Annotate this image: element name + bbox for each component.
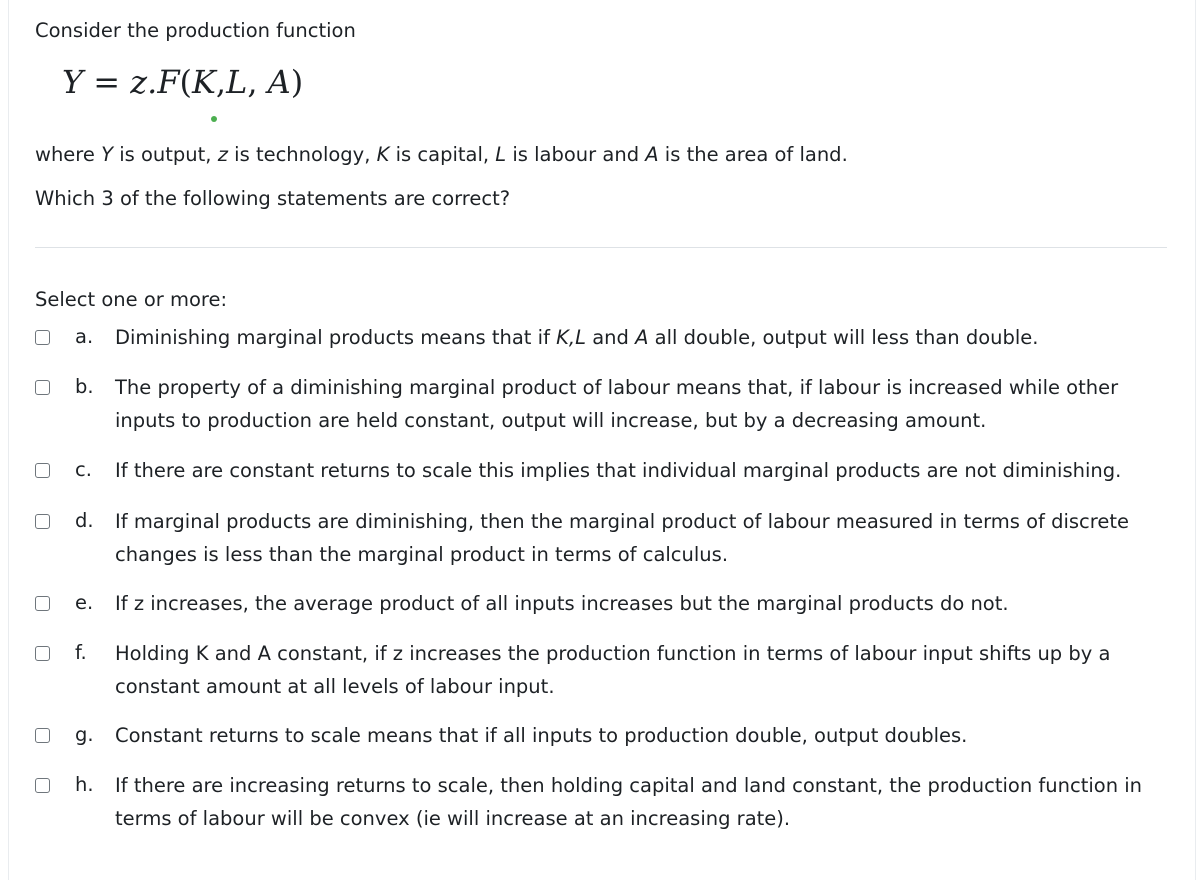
option-letter: d. [75, 509, 94, 532]
checkbox-h[interactable] [35, 778, 50, 793]
production-function-formula: Y = z.F(K,L, A) [62, 63, 304, 101]
option-text: If there are constant returns to scale this implies that individual marginal products are not diminishing. [115, 459, 1122, 482]
option-letter: h. [75, 773, 94, 796]
checkbox-a[interactable] [35, 330, 50, 345]
question-definitions: where Y is output, z is technology, K is capital, L is labour and A is the area of land. [35, 143, 848, 166]
option-text: If z increases, the average product of all inputs increases but the marginal products do not. [115, 592, 1009, 615]
checkbox-e[interactable] [35, 596, 50, 611]
option-letter: c. [75, 458, 92, 481]
option-text: Constant returns to scale means that if all inputs to production double, output doubles. [115, 724, 968, 747]
checkbox-c[interactable] [35, 463, 50, 478]
question-intro: Consider the production function [35, 19, 356, 42]
option-text: If there are increasing returns to scale, then holding capital and land constant, the production function in terms of labour will be convex (ie will increase at an increasing rate). [115, 774, 1143, 830]
checkbox-b[interactable] [35, 380, 50, 395]
question-ask: Which 3 of the following statements are correct? [35, 187, 511, 210]
checkbox-d[interactable] [35, 514, 50, 529]
option-text: Holding K and A constant, if z increases the production function in terms of labour input shifts up by a constant amount at all levels of labour input. [115, 642, 1111, 698]
option-text: Diminishing marginal products means that if K,L and A all double, output will less than double. [115, 326, 1039, 349]
formula-marker-dot-icon [211, 116, 217, 122]
option-letter: a. [75, 325, 94, 348]
option-letter: g. [75, 723, 94, 746]
option-text: If marginal products are diminishing, then the marginal product of labour measured in terms of discrete changes is less than the marginal product in terms of calculus. [115, 510, 1130, 566]
option-letter: e. [75, 591, 94, 614]
option-letter: b. [75, 375, 94, 398]
option-text: The property of a diminishing marginal product of labour means that, if labour is increased while other inputs to production are held constant, output will increase, but by a decreasing amount. [115, 376, 1119, 432]
option-letter: f. [75, 641, 87, 664]
answer-prompt: Select one or more: [35, 288, 228, 311]
checkbox-g[interactable] [35, 728, 50, 743]
divider [35, 247, 1167, 248]
checkbox-f[interactable] [35, 646, 50, 661]
